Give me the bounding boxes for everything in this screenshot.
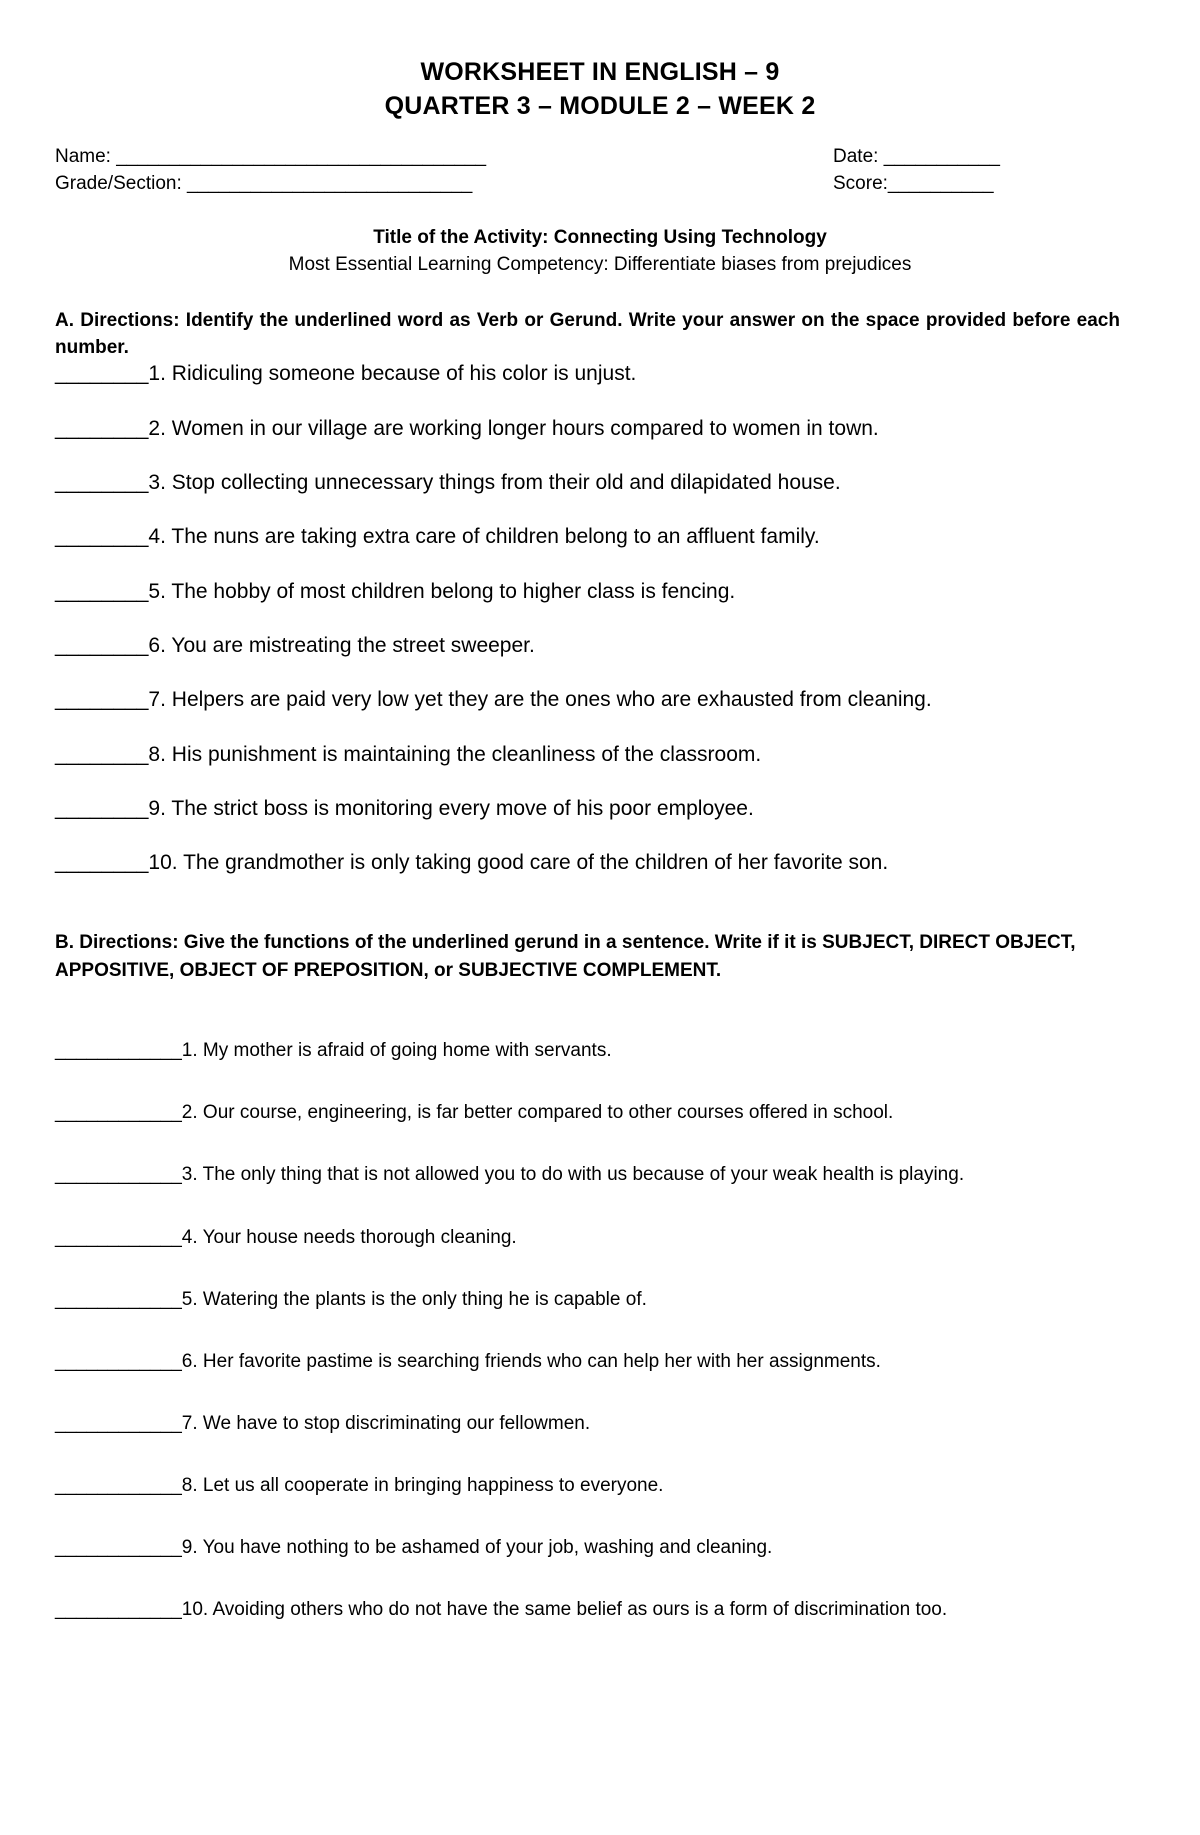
part-a-item[interactable]: ________5. The hobby of most children belong to higher class is fencing. [55, 580, 736, 603]
score-field[interactable]: Score:__________ [833, 173, 994, 194]
part-b-item[interactable]: ____________7. We have to stop discriminating our fellowmen. [55, 1413, 591, 1434]
part-a-item[interactable]: ________9. The strict boss is monitoring every move of his poor employee. [55, 797, 754, 820]
part-b-directions: B. Directions: Give the functions of the underlined gerund in a sentence. Write if it is SUBJECT, DIRECT OBJECT, APPOSITIVE, OBJECT OF PREPOSITION, or SUBJECTIVE COMPLEMENT. [55, 932, 1076, 981]
part-a-item[interactable]: ________7. Helpers are paid very low yet they are the ones who are exhausted from cleaning. [55, 688, 932, 711]
part-a-item[interactable]: ________8. His punishment is maintaining the cleanliness of the classroom. [55, 743, 762, 766]
part-b-item[interactable]: ____________2. Our course, engineering, is far better compared to other courses offered in school. [55, 1102, 894, 1123]
part-a-directions: A. Directions: Identify the underlined word as Verb or Gerund. Write your answer on the space provided before each number. [55, 310, 1120, 358]
part-a-item[interactable]: ________6. You are mistreating the street sweeper. [55, 634, 535, 657]
worksheet-title: WORKSHEET IN ENGLISH – 9 [420, 58, 780, 86]
part-b-item[interactable]: ____________4. Your house needs thorough cleaning. [55, 1227, 517, 1248]
worksheet-subtitle: QUARTER 3 – MODULE 2 – WEEK 2 [384, 92, 816, 120]
part-b-item[interactable]: ____________3. The only thing that is not allowed you to do with us because of your weak health is playing. [55, 1164, 965, 1185]
date-field[interactable]: Date: ___________ [833, 146, 1000, 167]
part-b-item[interactable]: ____________6. Her favorite pastime is searching friends who can help her with her assignments. [55, 1351, 881, 1372]
grade-section-field[interactable]: Grade/Section: ___________________________ [55, 173, 473, 194]
part-b-item[interactable]: ____________9. You have nothing to be ashamed of your job, washing and cleaning. [55, 1537, 773, 1558]
part-a-item[interactable]: ________1. Ridiculing someone because of his color is unjust. [55, 362, 637, 385]
activity-title: Title of the Activity: Connecting Using Technology [373, 227, 827, 248]
name-field[interactable]: Name: ___________________________________ [55, 146, 487, 167]
part-a-item[interactable]: ________3. Stop collecting unnecessary things from their old and dilapidated house. [55, 471, 841, 494]
part-a-item[interactable]: ________10. The grandmother is only taking good care of the children of her favorite son. [55, 851, 889, 874]
part-b-item[interactable]: ____________5. Watering the plants is the only thing he is capable of. [55, 1289, 647, 1310]
learning-competency: Most Essential Learning Competency: Differentiate biases from prejudices [288, 254, 912, 275]
part-b-item[interactable]: ____________8. Let us all cooperate in bringing happiness to everyone. [55, 1475, 664, 1496]
part-b-item[interactable]: ____________10. Avoiding others who do not have the same belief as ours is a form of discrimination too. [55, 1599, 948, 1620]
part-a-item[interactable]: ________2. Women in our village are working longer hours compared to women in town. [55, 417, 879, 440]
part-b-item[interactable]: ____________1. My mother is afraid of going home with servants. [55, 1040, 612, 1061]
part-a-item[interactable]: ________4. The nuns are taking extra care of children belong to an affluent family. [55, 525, 820, 548]
